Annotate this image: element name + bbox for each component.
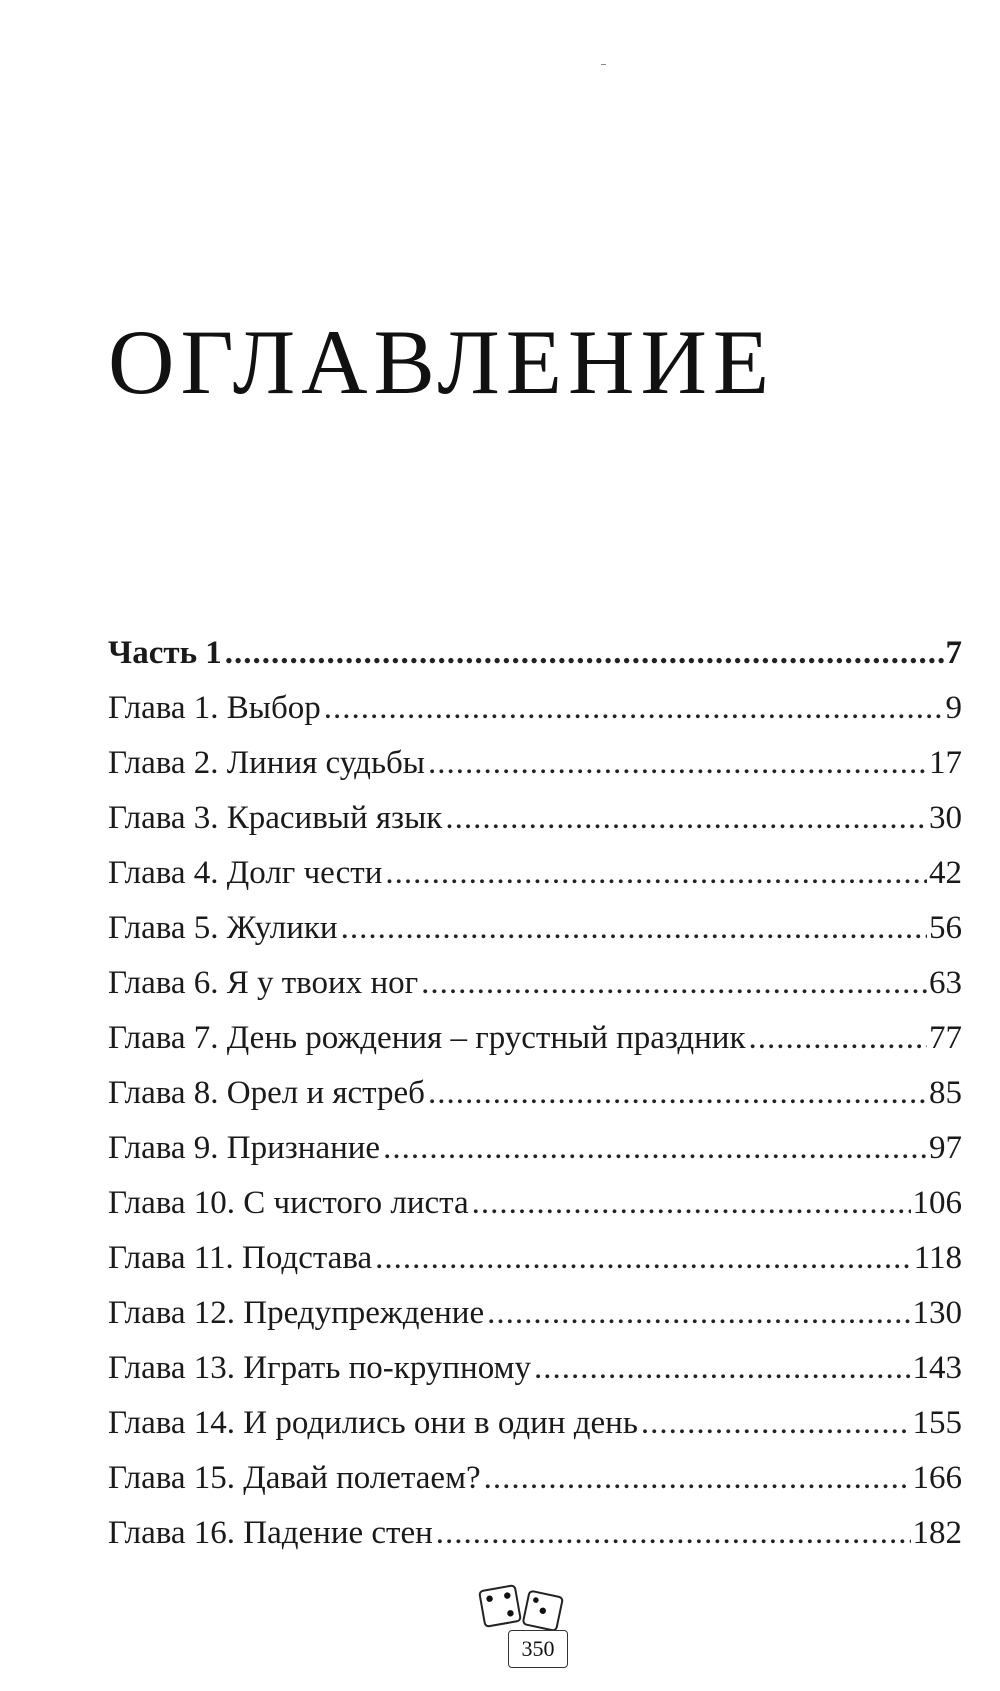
toc-entry-label: Глава 7. День рождения – грустный праздник bbox=[108, 1020, 746, 1056]
scan-mark bbox=[601, 64, 606, 65]
dot-leader bbox=[225, 635, 944, 672]
toc-entry-chapter-11 bbox=[108, 1240, 962, 1295]
toc-entry-label: Глава 14. И родились они в один день bbox=[108, 1405, 638, 1441]
toc-entry-chapter-10 bbox=[108, 1185, 962, 1240]
toc-entry-label: Глава 6. Я у твоих ног bbox=[108, 965, 419, 1001]
toc-entry-page: 17 bbox=[929, 745, 962, 781]
toc-entry-label: Глава 13. Играть по-крупному bbox=[108, 1350, 531, 1386]
toc-entry-chapter-14 bbox=[108, 1405, 962, 1460]
toc-entry-label: Глава 9. Признание bbox=[108, 1130, 381, 1166]
page-number: 350 bbox=[508, 1630, 568, 1668]
dot-leader bbox=[641, 1405, 911, 1442]
toc-entry-chapter-16 bbox=[108, 1515, 962, 1570]
toc-entry-page: 85 bbox=[929, 1075, 962, 1111]
toc-entry-page: 30 bbox=[929, 800, 962, 836]
dot-leader bbox=[421, 965, 927, 1002]
toc-entry-page: 106 bbox=[912, 1185, 962, 1221]
toc-entry-page: 182 bbox=[912, 1515, 962, 1551]
toc-entry-chapter-2 bbox=[108, 745, 962, 800]
toc-entry-label: Глава 1. Выбор bbox=[108, 690, 321, 726]
dot-leader bbox=[472, 1185, 911, 1222]
toc-entry-label: Глава 11. Подстава bbox=[108, 1240, 373, 1276]
page-footer bbox=[478, 1578, 578, 1678]
dot-leader bbox=[383, 1130, 927, 1167]
dot-leader bbox=[324, 690, 944, 727]
toc-entry-label: Глава 15. Давай полетаем? bbox=[108, 1460, 481, 1496]
toc-entry-page: 118 bbox=[913, 1240, 962, 1276]
toc-entry-page: 155 bbox=[912, 1405, 962, 1441]
dot-leader bbox=[534, 1350, 911, 1387]
toc-entry-chapter-6 bbox=[108, 965, 962, 1020]
toc-entry-chapter-8 bbox=[108, 1075, 962, 1130]
toc-entry-chapter-12 bbox=[108, 1295, 962, 1350]
dot-leader bbox=[428, 1075, 927, 1112]
toc-entry-chapter-4 bbox=[108, 855, 962, 910]
toc-entry-chapter-13 bbox=[108, 1350, 962, 1405]
dot-leader bbox=[749, 1020, 928, 1057]
toc-entry-chapter-5 bbox=[108, 910, 962, 965]
toc-entry-page: 9 bbox=[945, 690, 962, 726]
page-title: ОГЛАВЛЕНИЕ bbox=[108, 311, 776, 413]
dot-leader bbox=[484, 1460, 911, 1497]
dot-leader bbox=[341, 910, 927, 947]
toc-entry-chapter-15 bbox=[108, 1460, 962, 1515]
toc-entry-label: Часть 1 bbox=[108, 635, 222, 671]
table-of-contents bbox=[108, 635, 962, 1570]
toc-entry-page: 56 bbox=[929, 910, 962, 946]
toc-entry-page: 63 bbox=[929, 965, 962, 1001]
toc-entry-label: Глава 16. Падение стен bbox=[108, 1515, 433, 1551]
toc-entry-page: 143 bbox=[912, 1350, 962, 1386]
toc-entry-label: Глава 2. Линия судьбы bbox=[108, 745, 425, 781]
toc-entry-page: 42 bbox=[929, 855, 962, 891]
toc-entry-page: 7 bbox=[945, 635, 962, 671]
toc-entry-label: Глава 3. Красивый язык bbox=[108, 800, 443, 836]
dot-leader bbox=[385, 855, 927, 892]
toc-entry-label: Глава 8. Орел и ястреб bbox=[108, 1075, 425, 1111]
toc-entry-chapter-7 bbox=[108, 1020, 962, 1075]
toc-entry-label: Глава 10. С чистого листа bbox=[108, 1185, 469, 1221]
toc-entry-chapter-1 bbox=[108, 690, 962, 745]
toc-entry-part-1 bbox=[108, 635, 962, 690]
dot-leader bbox=[436, 1515, 911, 1552]
toc-entry-label: Глава 5. Жулики bbox=[108, 910, 338, 946]
toc-entry-page: 97 bbox=[929, 1130, 962, 1166]
toc-entry-page: 77 bbox=[929, 1020, 962, 1056]
dice-icon bbox=[478, 1578, 578, 1638]
toc-entry-page: 130 bbox=[912, 1295, 962, 1331]
toc-entry-label: Глава 12. Предупреждение bbox=[108, 1295, 485, 1331]
toc-entry-label: Глава 4. Долг чести bbox=[108, 855, 383, 891]
dot-leader bbox=[375, 1240, 912, 1277]
toc-entry-chapter-3 bbox=[108, 800, 962, 855]
toc-entry-page: 166 bbox=[912, 1460, 962, 1496]
dot-leader bbox=[428, 745, 927, 782]
dot-leader bbox=[445, 800, 927, 837]
dot-leader bbox=[487, 1295, 910, 1332]
toc-entry-chapter-9 bbox=[108, 1130, 962, 1185]
